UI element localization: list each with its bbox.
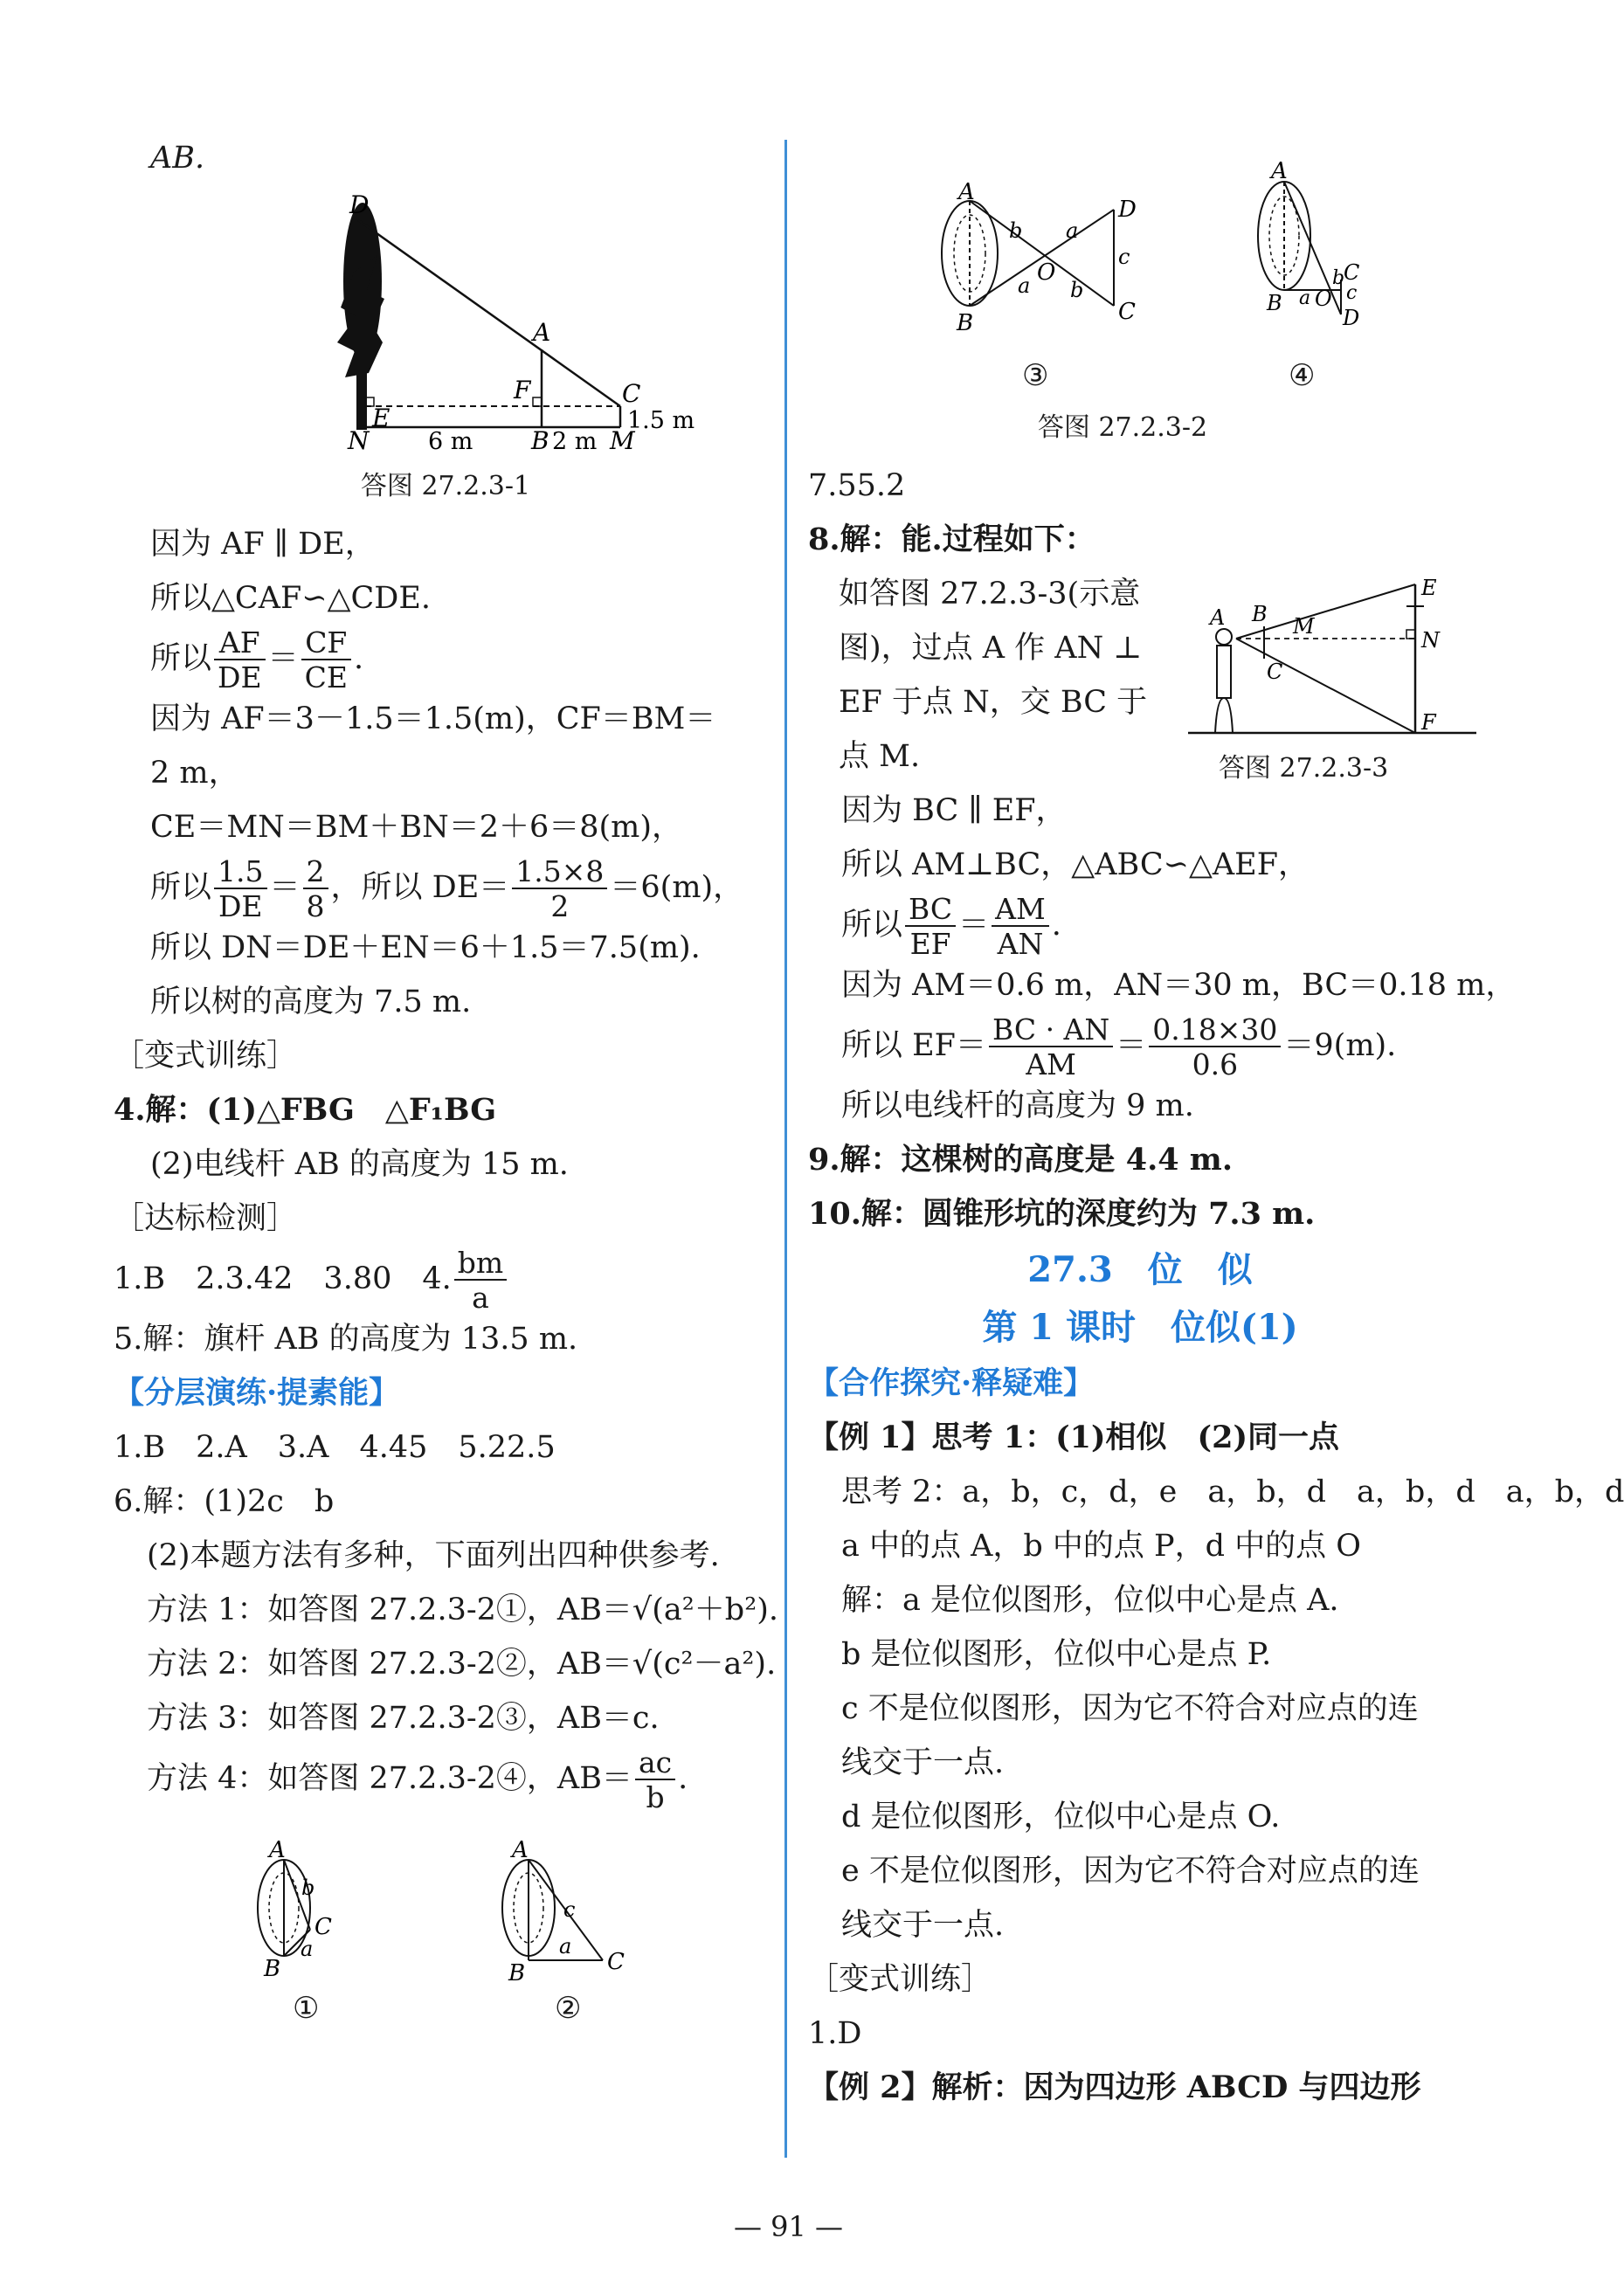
text-line: 因为 AM＝0.6 m，AN＝30 m，BC＝0.18 m， <box>841 968 1517 1003</box>
label-B: B <box>264 1956 281 1982</box>
label-F: F <box>1421 710 1436 735</box>
text-line: d 是位似图形，位似中心是点 O. <box>841 1800 1281 1834</box>
label-M: M <box>1293 614 1315 639</box>
diagram-1 <box>245 1820 402 1986</box>
diagram-3 <box>930 157 1192 349</box>
text-line: 4.解：(1)△FBG △F₁BG <box>114 1092 497 1128</box>
text-line-fraction: 所以 $\frac{BC}{EF}$ ＝ $\frac{AM}{AN}$ . <box>841 892 1061 961</box>
label-B: B <box>957 310 974 336</box>
text-line: 【例 1】思考 1：(1)相似 (2)同一点 <box>808 1420 1340 1455</box>
label-b: b <box>1009 218 1023 243</box>
label-A: A <box>1210 605 1226 630</box>
text-line-fraction: 所以 $\frac{1.5}{DE}$ ＝ $\frac{2}{8}$ ，所以 DE＝ $\frac{1.5\times 8}{2}$ ＝6(m)， <box>150 854 744 923</box>
label-6m: 6 m <box>428 428 473 455</box>
text-line: CE＝MN＝BM＋BN＝2＋6＝8(m)， <box>150 810 682 845</box>
label-N: N <box>348 426 370 455</box>
text-line: 线交于一点. <box>841 1908 1005 1943</box>
label-B: B <box>508 1960 526 1986</box>
label-D: D <box>349 190 370 219</box>
label-C: C <box>1118 299 1136 325</box>
fig-number: ③ <box>1022 358 1049 393</box>
text-line: 所以 DN＝DE＋EN＝6＋1.5＝7.5(m). <box>150 930 701 965</box>
label-a: a <box>559 1934 572 1959</box>
text-line: 思考 2：a，b，c，d，e a，b，d a，b，d a，b，d <box>841 1475 1624 1510</box>
figure-caption: 答图 27.2.3-1 <box>360 471 531 501</box>
label-B: B <box>1267 291 1282 315</box>
text-line-fraction: 所以 $\frac{AF}{DE}$ ＝ $\frac{CF}{CE}$ . <box>150 625 364 694</box>
label-a2: a <box>1018 273 1031 298</box>
text-line: 所以电线杆的高度为 9 m. <box>841 1088 1194 1123</box>
label-O: O <box>1037 259 1056 286</box>
text-line: 因为 BC ∥ EF， <box>841 793 1067 828</box>
figure-caption: 答图 27.2.3-3 <box>1219 753 1389 784</box>
text-line-fraction: 所以 EF＝ $\frac{BC \cdot AN}{AM}$ ＝ $\frac{0.18\times 30}{0.6}$ ＝9(m). <box>841 1012 1397 1081</box>
text-line: 所以树的高度为 7.5 m. <box>150 985 472 1019</box>
fig-number: ① <box>293 1991 320 2026</box>
label-C: C <box>314 1914 332 1940</box>
label-N: N <box>1421 628 1440 653</box>
label-C: C <box>1267 660 1283 684</box>
tree-shadow-diagram <box>166 185 695 455</box>
text-line: EF 于点 N，交 BC 于 <box>839 685 1148 720</box>
figure-27-2-3-2-right <box>808 157 1472 358</box>
label-A: A <box>533 318 551 347</box>
label-c: c <box>1118 245 1130 269</box>
label-E: E <box>372 404 390 432</box>
label-b: b <box>301 1876 315 1900</box>
section-heading: 【分层演练·提素能】 <box>114 1375 400 1411</box>
text-line: 1.B 2.A 3.A 4.45 5.22.5 <box>114 1430 556 1465</box>
label-O: O <box>1315 287 1332 311</box>
label-A: A <box>269 1837 286 1863</box>
text-line: (2)电线杆 AB 的高度为 15 m. <box>150 1147 569 1182</box>
left-column <box>114 131 777 2035</box>
label-F: F <box>514 376 531 404</box>
figure-caption: 答图 27.2.3-2 <box>1037 412 1208 443</box>
text-line: 方法 2：如答图 27.2.3-2②，AB＝√(c²－a²). <box>147 1647 777 1682</box>
problem-8-block <box>808 567 1472 784</box>
fig-number: ④ <box>1289 358 1316 393</box>
figure-27-2-3-1 <box>114 185 777 455</box>
label-C: C <box>607 1949 625 1975</box>
label-a: a <box>301 1937 314 1961</box>
diagram-4 <box>1245 157 1420 349</box>
text-line: 6.解：(1)2c b <box>114 1484 335 1519</box>
figure-numbers <box>114 1986 777 2035</box>
right-column <box>808 131 1624 2115</box>
label-b2: b <box>1070 278 1084 302</box>
text-line: 所以 AM⊥BC，△ABC∽△AEF， <box>841 847 1309 882</box>
label-a: a <box>1066 218 1079 243</box>
section-title: 27.3 位 似 <box>1027 1249 1253 1290</box>
label-E: E <box>1421 576 1437 600</box>
label-A: A <box>512 1837 529 1863</box>
text-line-fraction: 1.B 2.3.42 3.80 4. $\frac{bm}{a}$ <box>114 1246 777 1312</box>
label-b: b <box>1332 267 1345 289</box>
section-tag: ［变式训练］ <box>808 1962 992 1997</box>
text-line: 如答图 27.2.3-3(示意 <box>839 577 1141 611</box>
pole-diagram <box>1184 567 1481 750</box>
text-line: 1.D <box>808 2016 862 2051</box>
figure-27-2-3-2-left <box>114 1820 777 1986</box>
text-line: c 不是位似图形，因为它不符合对应点的连 <box>841 1691 1419 1726</box>
text-line: 所以△CAF∽△CDE. <box>150 581 432 616</box>
label-A: A <box>958 179 975 205</box>
label-M: M <box>610 426 635 455</box>
section-tag: ［达标检测］ <box>114 1201 298 1236</box>
figure-numbers <box>808 358 1472 406</box>
label-c: c <box>1346 282 1358 304</box>
section-tag: ［变式训练］ <box>114 1039 298 1074</box>
diagram-2 <box>489 1820 681 1986</box>
text-line: 2 m， <box>150 756 239 791</box>
fig-number: ② <box>555 1991 582 2026</box>
text-line: 因为 AF ∥ DE， <box>150 527 376 562</box>
page-number: — 91 — <box>733 2210 844 2243</box>
text-line: 【例 2】解析：因为四边形 ABCD 与四边形 <box>808 2069 1421 2105</box>
label-B: B <box>531 426 549 455</box>
text-line: (2)本题方法有多种，下面列出四种供参考. <box>147 1538 720 1573</box>
text-line: 解：a 是位似图形，位似中心是点 A. <box>841 1583 1339 1618</box>
text-line: 因为 AF＝3－1.5＝1.5(m)，CF＝BM＝ <box>150 701 716 736</box>
text-line: 方法 1：如答图 27.2.3-2①，AB＝√(a²＋b²). <box>147 1592 779 1627</box>
label-D: D <box>1118 197 1137 223</box>
label-B: B <box>1252 602 1268 626</box>
label-A: A <box>1271 158 1288 184</box>
text-line: AB. <box>150 141 205 176</box>
text-line: 方法 3：如答图 27.2.3-2③，AB＝c. <box>147 1701 660 1736</box>
label-c: c <box>563 1897 576 1922</box>
text-line: 8.解：能.过程如下： <box>808 522 1095 557</box>
label-C: C <box>622 379 641 408</box>
text-line: a 中的点 A，b 中的点 P，d 中的点 O <box>841 1529 1361 1564</box>
text-line: 点 M. <box>839 739 921 774</box>
label-a: a <box>1299 287 1311 309</box>
text-line: 5.解：旗杆 AB 的高度为 13.5 m. <box>114 1322 578 1357</box>
label-D: D <box>1343 306 1360 330</box>
text-line: 9.解：这棵树的高度是 4.4 m. <box>808 1142 1234 1178</box>
text-line: 图)，过点 A 作 AN ⊥ <box>839 631 1143 666</box>
text-line: 7.55.2 <box>808 468 906 503</box>
text-line: e 不是位似图形，因为它不符合对应点的连 <box>841 1854 1420 1889</box>
text-line: b 是位似图形，位似中心是点 P. <box>841 1637 1272 1672</box>
lesson-title: 第 1 课时 位似(1) <box>982 1307 1298 1348</box>
label-2m: 2 m <box>552 428 598 455</box>
text-line: 10.解：圆锥形坑的深度约为 7.3 m. <box>808 1196 1316 1232</box>
text-line-fraction: 方法 4：如答图 27.2.3-2④，AB＝ $\frac{ac}{b}$ . <box>147 1745 688 1814</box>
label-C: C <box>1344 260 1360 285</box>
section-heading: 【合作探究·释疑难】 <box>808 1365 1095 1401</box>
text-line: 线交于一点. <box>841 1745 1005 1780</box>
label-height: 1.5 m <box>627 407 695 434</box>
